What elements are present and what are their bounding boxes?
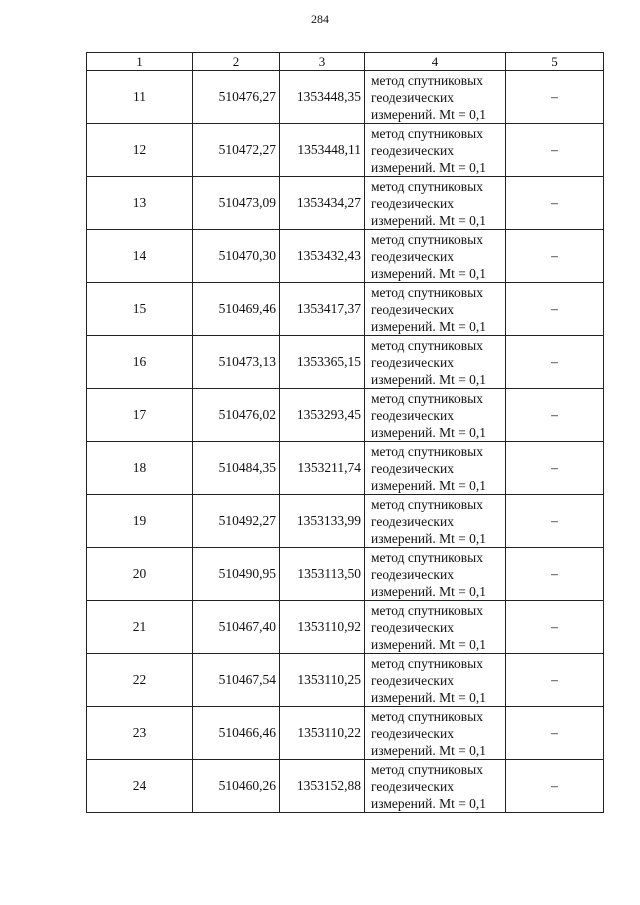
point-number-cell: 19 bbox=[87, 495, 193, 548]
method-line: геодезических bbox=[371, 195, 454, 211]
table-row bbox=[87, 177, 604, 230]
note-cell: – bbox=[506, 442, 604, 495]
y-coordinate-cell: 1353365,15 bbox=[280, 336, 365, 389]
method-line: измерений. Mt = 0,1 bbox=[371, 636, 487, 652]
method-cell bbox=[365, 230, 506, 283]
y-coordinate-cell: 1353110,25 bbox=[280, 654, 365, 707]
point-number-cell: 13 bbox=[87, 177, 193, 230]
method-cell bbox=[365, 760, 506, 813]
point-number-cell: 16 bbox=[87, 336, 193, 389]
method-line: измерений. Mt = 0,1 bbox=[371, 159, 487, 175]
method-line: геодезических bbox=[371, 407, 454, 423]
method-line: метод спутниковых bbox=[371, 284, 483, 300]
column-header-5: 5 bbox=[506, 53, 604, 71]
point-number-cell: 20 bbox=[87, 548, 193, 601]
x-coordinate-cell: 510476,02 bbox=[193, 389, 280, 442]
y-coordinate-cell: 1353448,11 bbox=[280, 124, 365, 177]
table-row bbox=[87, 124, 604, 177]
y-coordinate-cell: 1353417,37 bbox=[280, 283, 365, 336]
point-number-cell: 21 bbox=[87, 601, 193, 654]
x-coordinate-cell: 510460,26 bbox=[193, 760, 280, 813]
method-line: измерений. Mt = 0,1 bbox=[371, 371, 487, 387]
x-coordinate-cell: 510492,27 bbox=[193, 495, 280, 548]
column-header-3: 3 bbox=[280, 53, 365, 71]
method-cell bbox=[365, 707, 506, 760]
y-coordinate-cell: 1353113,50 bbox=[280, 548, 365, 601]
method-cell bbox=[365, 601, 506, 654]
table-row bbox=[87, 230, 604, 283]
note-cell: – bbox=[506, 283, 604, 336]
x-coordinate-cell: 510484,35 bbox=[193, 442, 280, 495]
method-cell bbox=[365, 283, 506, 336]
method-line: геодезических bbox=[371, 778, 454, 794]
x-coordinate-cell: 510473,13 bbox=[193, 336, 280, 389]
note-cell: – bbox=[506, 124, 604, 177]
method-line: измерений. Mt = 0,1 bbox=[371, 106, 487, 122]
y-coordinate-cell: 1353211,74 bbox=[280, 442, 365, 495]
method-line: метод спутниковых bbox=[371, 337, 483, 353]
method-line: метод спутниковых bbox=[371, 443, 483, 459]
table-row bbox=[87, 71, 604, 124]
method-cell bbox=[365, 124, 506, 177]
x-coordinate-cell: 510467,54 bbox=[193, 654, 280, 707]
method-line: метод спутниковых bbox=[371, 496, 483, 512]
point-number-cell: 22 bbox=[87, 654, 193, 707]
coordinates-table bbox=[86, 52, 604, 813]
method-cell bbox=[365, 177, 506, 230]
x-coordinate-cell: 510470,30 bbox=[193, 230, 280, 283]
method-cell bbox=[365, 71, 506, 124]
table-row bbox=[87, 760, 604, 813]
x-coordinate-cell: 510472,27 bbox=[193, 124, 280, 177]
y-coordinate-cell: 1353152,88 bbox=[280, 760, 365, 813]
method-cell bbox=[365, 336, 506, 389]
method-line: геодезических bbox=[371, 89, 454, 105]
method-cell bbox=[365, 389, 506, 442]
y-coordinate-cell: 1353110,92 bbox=[280, 601, 365, 654]
x-coordinate-cell: 510466,46 bbox=[193, 707, 280, 760]
method-line: метод спутниковых bbox=[371, 390, 483, 406]
method-cell bbox=[365, 442, 506, 495]
table-row bbox=[87, 283, 604, 336]
method-line: метод спутниковых bbox=[371, 602, 483, 618]
method-line: геодезических bbox=[371, 248, 454, 264]
method-line: метод спутниковых bbox=[371, 549, 483, 565]
method-line: измерений. Mt = 0,1 bbox=[371, 424, 487, 440]
method-line: измерений. Mt = 0,1 bbox=[371, 795, 487, 811]
note-cell: – bbox=[506, 71, 604, 124]
method-line: измерений. Mt = 0,1 bbox=[371, 477, 487, 493]
note-cell: – bbox=[506, 707, 604, 760]
y-coordinate-cell: 1353448,35 bbox=[280, 71, 365, 124]
method-line: измерений. Mt = 0,1 bbox=[371, 318, 487, 334]
method-line: метод спутниковых bbox=[371, 231, 483, 247]
method-line: измерений. Mt = 0,1 bbox=[371, 689, 487, 705]
method-line: метод спутниковых bbox=[371, 178, 483, 194]
method-line: геодезических bbox=[371, 725, 454, 741]
method-line: геодезических bbox=[371, 142, 454, 158]
column-header-2: 2 bbox=[193, 53, 280, 71]
table-row bbox=[87, 707, 604, 760]
note-cell: – bbox=[506, 177, 604, 230]
method-line: метод спутниковых bbox=[371, 72, 483, 88]
table-row bbox=[87, 442, 604, 495]
note-cell: – bbox=[506, 230, 604, 283]
page-number: 284 bbox=[311, 12, 329, 26]
table-row bbox=[87, 495, 604, 548]
method-line: метод спутниковых bbox=[371, 708, 483, 724]
method-line: геодезических bbox=[371, 566, 454, 582]
y-coordinate-cell: 1353432,43 bbox=[280, 230, 365, 283]
table-header-row bbox=[87, 53, 604, 71]
point-number-cell: 18 bbox=[87, 442, 193, 495]
table-row bbox=[87, 654, 604, 707]
method-line: геодезических bbox=[371, 513, 454, 529]
method-line: геодезических bbox=[371, 460, 454, 476]
point-number-cell: 11 bbox=[87, 71, 193, 124]
point-number-cell: 15 bbox=[87, 283, 193, 336]
table-row bbox=[87, 389, 604, 442]
method-line: геодезических bbox=[371, 619, 454, 635]
method-line: измерений. Mt = 0,1 bbox=[371, 265, 487, 281]
y-coordinate-cell: 1353293,45 bbox=[280, 389, 365, 442]
point-number-cell: 12 bbox=[87, 124, 193, 177]
x-coordinate-cell: 510476,27 bbox=[193, 71, 280, 124]
method-line: измерений. Mt = 0,1 bbox=[371, 742, 487, 758]
note-cell: – bbox=[506, 495, 604, 548]
table-row bbox=[87, 601, 604, 654]
x-coordinate-cell: 510469,46 bbox=[193, 283, 280, 336]
method-line: измерений. Mt = 0,1 bbox=[371, 212, 487, 228]
point-number-cell: 24 bbox=[87, 760, 193, 813]
method-cell bbox=[365, 654, 506, 707]
y-coordinate-cell: 1353133,99 bbox=[280, 495, 365, 548]
x-coordinate-cell: 510473,09 bbox=[193, 177, 280, 230]
point-number-cell: 14 bbox=[87, 230, 193, 283]
note-cell: – bbox=[506, 389, 604, 442]
note-cell: – bbox=[506, 760, 604, 813]
method-line: геодезических bbox=[371, 672, 454, 688]
method-line: метод спутниковых bbox=[371, 761, 483, 777]
point-number-cell: 17 bbox=[87, 389, 193, 442]
method-line: метод спутниковых bbox=[371, 125, 483, 141]
method-line: измерений. Mt = 0,1 bbox=[371, 583, 487, 599]
table-row bbox=[87, 548, 604, 601]
note-cell: – bbox=[506, 601, 604, 654]
x-coordinate-cell: 510490,95 bbox=[193, 548, 280, 601]
column-header-4: 4 bbox=[365, 53, 506, 71]
method-line: метод спутниковых bbox=[371, 655, 483, 671]
table-row bbox=[87, 336, 604, 389]
y-coordinate-cell: 1353110,22 bbox=[280, 707, 365, 760]
y-coordinate-cell: 1353434,27 bbox=[280, 177, 365, 230]
method-cell bbox=[365, 548, 506, 601]
note-cell: – bbox=[506, 654, 604, 707]
x-coordinate-cell: 510467,40 bbox=[193, 601, 280, 654]
table-body bbox=[87, 71, 604, 813]
method-line: геодезических bbox=[371, 354, 454, 370]
note-cell: – bbox=[506, 336, 604, 389]
note-cell: – bbox=[506, 548, 604, 601]
method-cell bbox=[365, 495, 506, 548]
method-line: измерений. Mt = 0,1 bbox=[371, 530, 487, 546]
point-number-cell: 23 bbox=[87, 707, 193, 760]
column-header-1: 1 bbox=[87, 53, 193, 71]
method-line: геодезических bbox=[371, 301, 454, 317]
